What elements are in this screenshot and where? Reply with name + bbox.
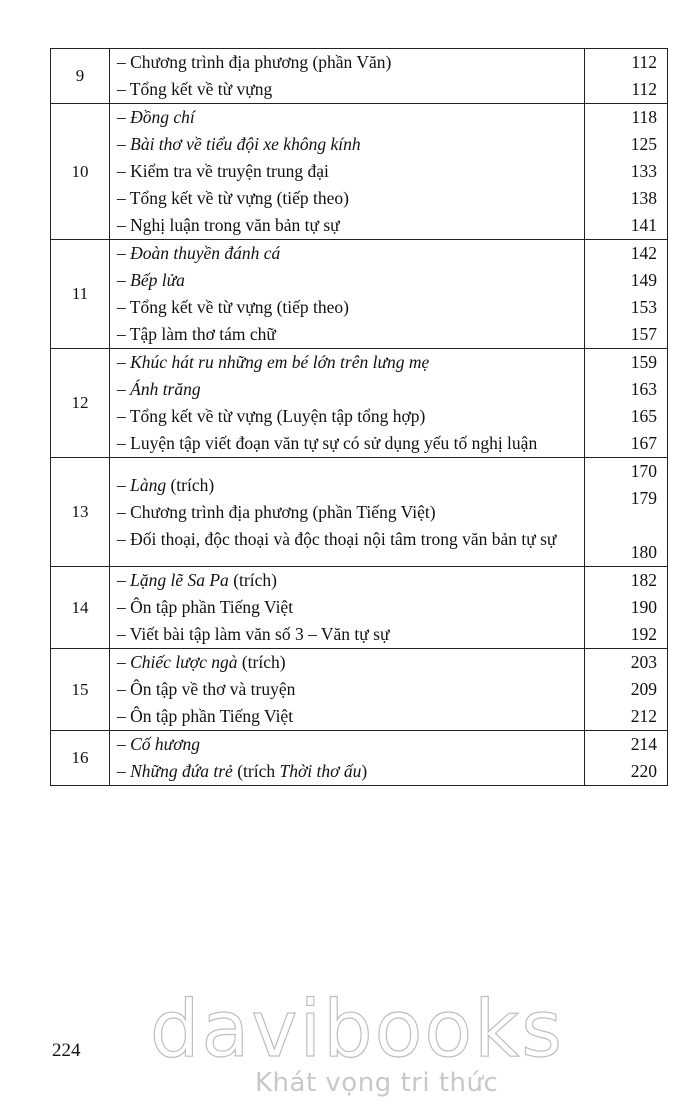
toc-entry <box>117 104 578 131</box>
entry-title: – Tổng kết về từ vựng (tiếp theo) <box>117 297 350 317</box>
toc-entry <box>117 294 578 321</box>
entry-page-number: 212 <box>630 706 657 726</box>
page-references <box>585 731 668 786</box>
toc-week-row <box>51 458 668 567</box>
lesson-titles <box>110 458 585 567</box>
entry-title: – Cố hương <box>117 734 201 754</box>
toc-entry <box>117 403 578 430</box>
week-number: 10 <box>51 104 110 240</box>
entry-page-number: 190 <box>630 597 657 617</box>
toc-entry <box>117 349 578 376</box>
toc-entry <box>117 321 578 348</box>
toc-entry <box>117 376 578 403</box>
entry-page-number: 153 <box>630 297 657 317</box>
entry-suffix: (trích) <box>237 652 286 672</box>
entry-title: – Đoàn thuyền đánh cá <box>117 243 281 263</box>
page-references <box>585 104 668 240</box>
toc-entry <box>117 703 578 730</box>
entry-page-number: 192 <box>630 624 657 644</box>
watermark-brand: davibooks <box>150 985 564 1075</box>
entry-title: – Ánh trăng <box>117 379 201 399</box>
entry-page-number: 203 <box>630 652 657 672</box>
toc-entry <box>117 621 578 648</box>
entry-page-number: 149 <box>630 270 657 290</box>
entry-page-number: 118 <box>631 107 657 127</box>
entry-title: – Ôn tập về thơ và truyện <box>117 679 296 699</box>
toc-entry <box>117 499 578 526</box>
toc-entry <box>117 567 578 594</box>
entry-title: – Nghị luận trong văn bản tự sự <box>117 215 340 235</box>
toc-body <box>51 49 668 786</box>
toc-entry <box>117 649 578 676</box>
toc-entry <box>117 267 578 294</box>
entry-title: – Tập làm thơ tám chữ <box>117 324 276 344</box>
entry-page-number: 141 <box>630 215 657 235</box>
entry-page-number: 157 <box>630 324 657 344</box>
entry-page-number: 220 <box>630 761 657 781</box>
entry-page-number: 209 <box>630 679 657 699</box>
toc-entry <box>117 76 578 103</box>
entry-page-number: 142 <box>630 243 657 263</box>
entry-title: – Ôn tập phần Tiếng Việt <box>117 597 294 617</box>
toc-entry <box>117 430 578 457</box>
page-references <box>585 349 668 458</box>
entry-title: – Bếp lửa <box>117 270 185 290</box>
page-references <box>585 49 668 104</box>
entry-page-number: 170 <box>630 461 657 481</box>
toc-week-row <box>51 49 668 104</box>
entry-suffix: (trích <box>232 761 280 781</box>
entry-page-number: 159 <box>630 352 657 372</box>
lesson-titles <box>110 240 585 349</box>
toc-week-row <box>51 649 668 731</box>
toc-entry <box>117 185 578 212</box>
page-references <box>585 567 668 649</box>
week-number: 12 <box>51 349 110 458</box>
week-number: 16 <box>51 731 110 786</box>
entry-suffix-end: ) <box>361 761 368 781</box>
entry-suffix: (trích) <box>228 570 277 590</box>
toc-entry <box>117 131 578 158</box>
entry-title: – Luyện tập viết đoạn văn tự sự có sử dụng yếu tố nghị luận <box>117 433 538 453</box>
entry-title: – Lặng lẽ Sa Pa <box>117 570 229 590</box>
toc-entry <box>117 758 578 785</box>
entry-page-number: 179 <box>630 488 657 508</box>
toc-week-row <box>51 240 668 349</box>
entry-title: – Kiểm tra về truyện trung đại <box>117 161 329 181</box>
table-of-contents <box>50 48 668 786</box>
entry-page-number: 112 <box>631 52 657 72</box>
entry-suffix: (trích) <box>166 474 215 495</box>
entry-title: – Khúc hát ru những em bé lớn trên lưng mẹ <box>117 352 430 372</box>
entry-page-number: 133 <box>630 161 657 181</box>
page-references <box>585 240 668 349</box>
lesson-titles <box>110 649 585 731</box>
entry-page-number: 163 <box>630 379 657 399</box>
entry-title: – Làng <box>117 474 167 495</box>
toc-week-row <box>51 567 668 649</box>
lesson-titles <box>110 731 585 786</box>
week-number: 11 <box>51 240 110 349</box>
lesson-titles <box>110 349 585 458</box>
toc-entry <box>117 472 578 499</box>
entry-title: – Tổng kết về từ vựng (Luyện tập tổng hợp) <box>117 406 426 426</box>
page-references <box>585 649 668 731</box>
entry-source-title: Thời thơ ấu <box>279 761 362 781</box>
toc-week-row <box>51 104 668 240</box>
toc-entry <box>117 240 578 267</box>
lesson-titles <box>110 104 585 240</box>
entry-title: – Viết bài tập làm văn số 3 – Văn tự sự <box>117 624 390 644</box>
lesson-titles <box>110 567 585 649</box>
toc-entry <box>117 731 578 758</box>
entry-page-number: 112 <box>631 79 657 99</box>
entry-title: – Tổng kết về từ vựng (tiếp theo) <box>117 188 350 208</box>
lesson-titles <box>110 49 585 104</box>
toc-entry <box>117 212 578 239</box>
toc-entry <box>117 158 578 185</box>
entry-page-number: 165 <box>630 406 657 426</box>
entry-title: – Bài thơ về tiểu đội xe không kính <box>117 134 361 154</box>
entry-page-number: 167 <box>630 433 657 453</box>
entry-title: – Chiếc lược ngà <box>117 652 238 672</box>
entry-title: – Đồng chí <box>117 107 195 127</box>
toc-week-row <box>51 349 668 458</box>
entry-title: – Chương trình địa phương (phần Tiếng Việt) <box>117 501 436 522</box>
toc-entry <box>117 526 578 553</box>
week-number: 15 <box>51 649 110 731</box>
entry-title: – Tổng kết về từ vựng <box>117 79 273 99</box>
entry-page-number: 125 <box>630 134 657 154</box>
entry-page-number: 214 <box>630 734 657 754</box>
watermark-tagline: Khát vọng tri thức <box>255 1068 499 1098</box>
entry-page-number: 180 <box>630 542 657 562</box>
page-number: 224 <box>52 1040 81 1061</box>
week-number: 9 <box>51 49 110 104</box>
entry-page-number: 138 <box>630 188 657 208</box>
page-references <box>585 458 668 567</box>
entry-title: – Đối thoại, độc thoại và độc thoại nội tâm trong văn bản tự sự <box>117 528 557 549</box>
toc-entry <box>117 676 578 703</box>
entry-title: – Chương trình địa phương (phần Văn) <box>117 52 392 72</box>
toc-week-row <box>51 731 668 786</box>
toc-entry <box>117 49 578 76</box>
week-number: 13 <box>51 458 110 567</box>
entry-title: – Ôn tập phần Tiếng Việt <box>117 706 294 726</box>
week-number: 14 <box>51 567 110 649</box>
toc-entry <box>117 594 578 621</box>
entry-title: – Những đứa trẻ <box>117 761 233 781</box>
entry-page-number: 182 <box>630 570 657 590</box>
